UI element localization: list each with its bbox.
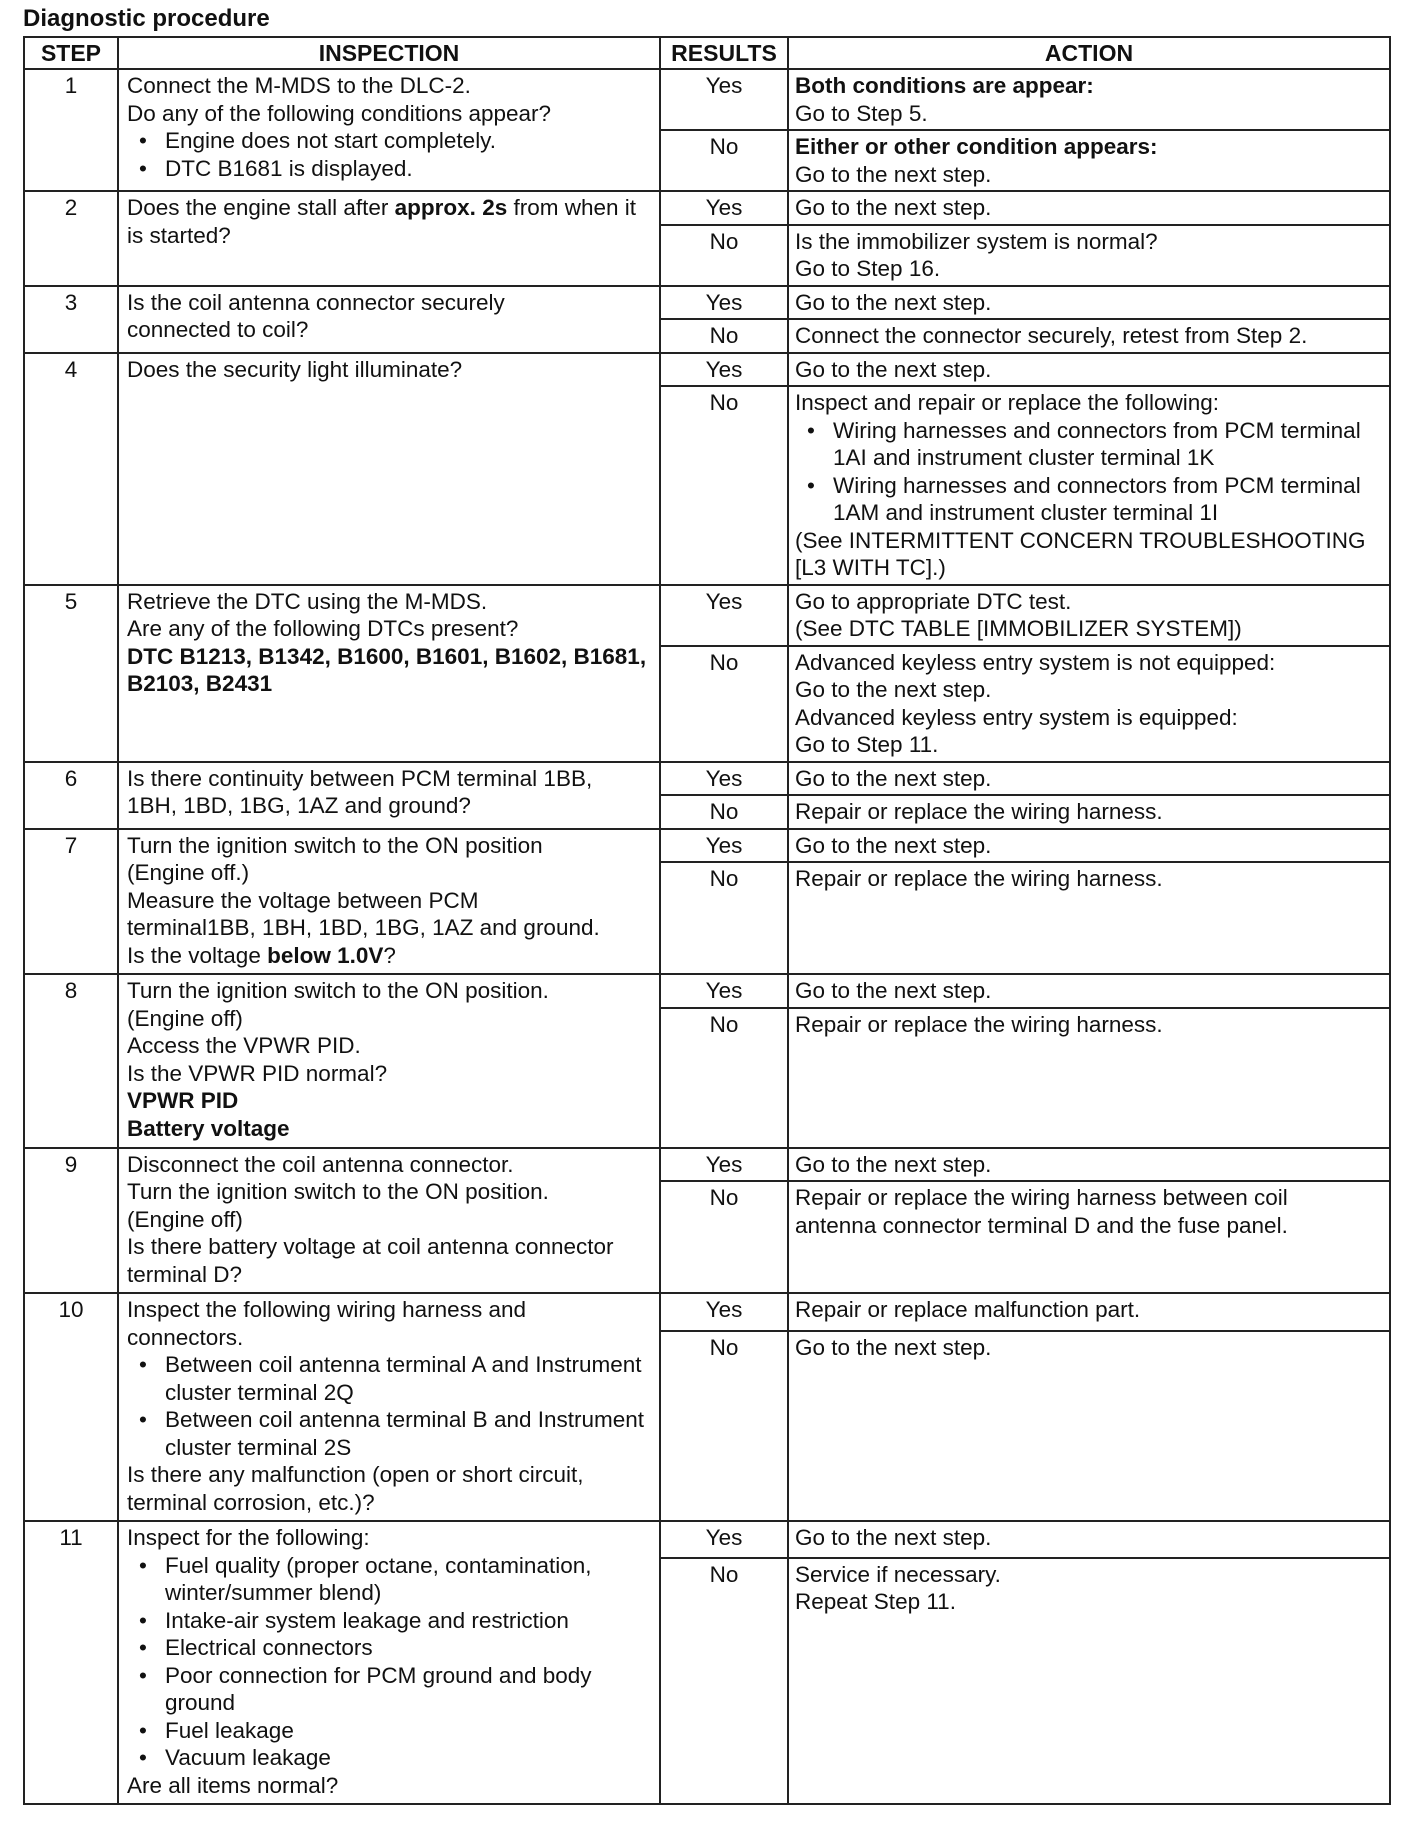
result-yes: Yes — [660, 974, 788, 1008]
result-no: No — [660, 1331, 788, 1521]
step-3-no-action — [788, 319, 1390, 353]
inspection-line: Is the VPWR PID normal? — [127, 1060, 388, 1086]
step-10-no-action — [788, 1331, 1390, 1521]
inspect-item: • Electrical connectors — [137, 1634, 651, 1662]
action-line: Go to the next step. — [795, 289, 992, 315]
action-heading: Both conditions are appear: — [795, 73, 1094, 98]
step-number: 11 — [24, 1521, 118, 1804]
inspection-text: Does the engine stall after — [127, 195, 395, 220]
inspection-text: from when it is started? — [127, 195, 637, 248]
action-line: Repeat Step 11. — [795, 1589, 956, 1615]
inspection-line: Disconnect the coil antenna connector. — [127, 1151, 514, 1177]
inspection-line: Inspect for the following: — [127, 1525, 370, 1550]
inspection-line: Turn the ignition switch to the ON position. — [127, 1179, 549, 1204]
condition-list — [127, 127, 651, 182]
action-line: Go to the next step. — [795, 765, 992, 791]
step-number: 10 — [24, 1293, 118, 1521]
inspection-line: Does the security light illuminate? — [127, 356, 463, 382]
result-no: No — [660, 225, 788, 286]
repair-list — [795, 417, 1383, 527]
step-1-yes-action — [788, 69, 1390, 130]
action-heading: Either or other condition appears: — [795, 134, 1158, 159]
inspection-line: 1BH, 1BD, 1BG, 1AZ and ground? — [127, 793, 471, 818]
action-line: Advanced keyless entry system is not equipped: — [795, 649, 1276, 675]
action-line: Go to appropriate DTC test. — [795, 588, 1072, 614]
step-11-yes-action — [788, 1521, 1390, 1558]
inspect-item: • Intake-air system leakage and restriction — [137, 1607, 651, 1635]
step-10-inspection — [118, 1293, 660, 1521]
action-line: Go to the next step. — [795, 356, 992, 382]
action-line: Go to the next step. — [795, 677, 992, 702]
harness-item: • Between coil antenna terminal A and Instrument cluster terminal 2Q — [137, 1351, 651, 1406]
step-number: 7 — [24, 829, 118, 975]
step-11-yes-row — [24, 1521, 1390, 1558]
action-line: Go to Step 11. — [795, 732, 939, 757]
pid-spec: Battery voltage — [127, 1115, 290, 1141]
dtc-list: DTC B1213, B1342, B1600, B1601, B1602, B1681, B2103, B2431 — [127, 643, 647, 696]
inspection-line: terminal corrosion, etc.)? — [127, 1489, 375, 1515]
inspect-list — [127, 1552, 651, 1772]
step-number: 8 — [24, 974, 118, 1148]
inspect-item: • Poor connection for PCM ground and body ground — [137, 1662, 651, 1717]
step-8-yes-action — [788, 974, 1390, 1008]
step-number: 3 — [24, 286, 118, 353]
step-4-no-action — [788, 386, 1390, 585]
inspection-line: Measure the voltage between PCM — [127, 887, 479, 913]
inspection-line: terminal1BB, 1BH, 1BD, 1BG, 1AZ and ground. — [127, 915, 600, 940]
step-9-yes-row — [24, 1148, 1390, 1182]
action-line: Go to the next step. — [795, 161, 992, 187]
action-line: Go to the next step. — [795, 1334, 992, 1360]
action-line: Repair or replace the wiring harness. — [795, 866, 1163, 891]
header-inspection: INSPECTION — [118, 37, 660, 69]
result-no: No — [660, 862, 788, 974]
step-5-inspection — [118, 585, 660, 762]
step-3-inspection — [118, 286, 660, 353]
inspection-line: Is there any malfunction (open or short circuit, — [127, 1462, 584, 1487]
step-2-no-action — [788, 225, 1390, 286]
action-line: (See DTC TABLE [IMMOBILIZER SYSTEM]) — [795, 616, 1242, 641]
result-no: No — [660, 1008, 788, 1148]
step-3-yes-row — [24, 286, 1390, 320]
pid-name: VPWR PID — [127, 1088, 239, 1113]
result-yes: Yes — [660, 1293, 788, 1331]
step-6-yes-row — [24, 762, 1390, 796]
inspect-item: • Vacuum leakage — [137, 1744, 651, 1772]
result-yes: Yes — [660, 1148, 788, 1182]
step-7-inspection — [118, 829, 660, 975]
repair-item: • Wiring harnesses and connectors from PCM terminal 1AM and instrument cluster terminal 1I — [805, 472, 1383, 527]
inspection-line: Access the VPWR PID. — [127, 1033, 361, 1058]
inspection-line: Do any of the following conditions appear? — [127, 100, 552, 126]
harness-item: • Between coil antenna terminal B and Instrument cluster terminal 2S — [137, 1406, 651, 1461]
step-5-yes-action — [788, 585, 1390, 646]
step-2-yes-action — [788, 191, 1390, 225]
step-4-yes-action — [788, 353, 1390, 387]
inspection-text: Is the voltage — [127, 942, 268, 968]
inspection-line: connected to coil? — [127, 317, 309, 342]
header-action: ACTION — [788, 37, 1390, 69]
action-line: Repair or replace the wiring harness between coil — [795, 1185, 1288, 1210]
step-number: 9 — [24, 1148, 118, 1294]
inspection-line: (Engine off.) — [127, 860, 250, 885]
step-number: 1 — [24, 69, 118, 191]
step-7-yes-row — [24, 829, 1390, 863]
result-yes: Yes — [660, 762, 788, 796]
step-8-yes-row — [24, 974, 1390, 1008]
step-11-inspection — [118, 1521, 660, 1804]
step-8-no-action — [788, 1008, 1390, 1148]
step-5-yes-row — [24, 585, 1390, 646]
inspection-line: terminal D? — [127, 1261, 243, 1287]
step-11-no-action — [788, 1558, 1390, 1804]
condition-item: • DTC B1681 is displayed. — [137, 155, 651, 183]
inspection-line: Is there battery voltage at coil antenna connector — [127, 1234, 614, 1259]
step-8-inspection — [118, 974, 660, 1148]
inspection-line: (Engine off) — [127, 1206, 243, 1232]
diagnostic-table — [23, 36, 1391, 1805]
action-line: Go to the next step. — [795, 978, 992, 1003]
result-yes: Yes — [660, 1521, 788, 1558]
step-6-inspection — [118, 762, 660, 829]
action-line: Connect the connector securely, retest from Step 2. — [795, 323, 1308, 348]
step-7-no-action — [788, 862, 1390, 974]
step-1-inspection — [118, 69, 660, 191]
result-no: No — [660, 1181, 788, 1293]
action-line: (See INTERMITTENT CONCERN TROUBLESHOOTING [L3 WITH TC].) — [795, 527, 1366, 580]
result-no: No — [660, 646, 788, 762]
result-yes: Yes — [660, 585, 788, 646]
inspection-emphasis: approx. 2s — [394, 195, 508, 220]
action-line: Inspect and repair or replace the following: — [795, 390, 1219, 415]
action-line: Go to Step 5. — [795, 100, 928, 126]
inspection-line: Are all items normal? — [127, 1772, 339, 1798]
step-6-yes-action — [788, 762, 1390, 796]
action-line: Service if necessary. — [795, 1561, 1001, 1587]
inspection-line: Connect the M-MDS to the DLC-2. — [127, 73, 471, 98]
step-2-inspection — [118, 191, 660, 286]
step-3-yes-action — [788, 286, 1390, 320]
step-number: 4 — [24, 353, 118, 585]
step-1-no-action — [788, 130, 1390, 191]
step-4-inspection — [118, 353, 660, 585]
result-yes: Yes — [660, 191, 788, 225]
condition-item: • Engine does not start completely. — [137, 127, 651, 155]
inspect-item: • Fuel quality (proper octane, contamination, winter/summer blend) — [137, 1552, 651, 1607]
action-line: Advanced keyless entry system is equipped: — [795, 704, 1238, 730]
step-7-yes-action — [788, 829, 1390, 863]
action-line: Go to the next step. — [795, 832, 992, 858]
step-9-inspection — [118, 1148, 660, 1294]
action-line: antenna connector terminal D and the fuse panel. — [795, 1212, 1288, 1238]
step-9-yes-action — [788, 1148, 1390, 1182]
inspection-line: (Engine off) — [127, 1005, 243, 1031]
step-2-yes-row — [24, 191, 1390, 225]
action-line: Go to Step 16. — [795, 256, 941, 281]
result-yes: Yes — [660, 69, 788, 130]
header-results: RESULTS — [660, 37, 788, 69]
step-6-no-action — [788, 795, 1390, 829]
step-10-yes-action — [788, 1293, 1390, 1331]
inspection-line: Inspect the following wiring harness and — [127, 1297, 526, 1322]
harness-list — [127, 1351, 651, 1461]
step-number: 6 — [24, 762, 118, 829]
page-title: Diagnostic procedure — [23, 5, 270, 32]
inspection-line: Turn the ignition switch to the ON position — [127, 832, 543, 858]
action-line: Go to the next step. — [795, 195, 992, 220]
inspection-line: Turn the ignition switch to the ON position. — [127, 978, 549, 1003]
inspection-line: connectors. — [127, 1324, 244, 1350]
action-line: Repair or replace the wiring harness. — [795, 1011, 1163, 1037]
inspect-item: • Fuel leakage — [137, 1717, 651, 1745]
inspection-emphasis: below 1.0V — [267, 942, 384, 968]
result-no: No — [660, 130, 788, 191]
step-10-yes-row — [24, 1293, 1390, 1331]
action-line: Is the immobilizer system is normal? — [795, 228, 1158, 254]
inspection-line: Are any of the following DTCs present? — [127, 616, 519, 641]
action-line: Repair or replace the wiring harness. — [795, 799, 1163, 824]
step-5-no-action — [788, 646, 1390, 762]
inspection-question — [127, 942, 651, 970]
step-4-yes-row — [24, 353, 1390, 387]
inspection-line: Is there continuity between PCM terminal 1BB, — [127, 765, 593, 791]
action-line: Go to the next step. — [795, 1151, 992, 1177]
result-no: No — [660, 1558, 788, 1804]
result-no: No — [660, 319, 788, 353]
result-yes: Yes — [660, 829, 788, 863]
step-9-no-action — [788, 1181, 1390, 1293]
inspection-line: Is the coil antenna connector securely — [127, 289, 505, 315]
step-1-yes-row — [24, 69, 1390, 130]
header-step: STEP — [24, 37, 118, 69]
action-line: Go to the next step. — [795, 1525, 992, 1550]
step-number: 5 — [24, 585, 118, 762]
inspection-text: ? — [383, 942, 396, 968]
step-number: 2 — [24, 191, 118, 286]
result-no: No — [660, 386, 788, 585]
header-row — [24, 37, 1390, 69]
repair-item: • Wiring harnesses and connectors from PCM terminal 1AI and instrument cluster terminal 1K — [805, 417, 1383, 472]
result-no: No — [660, 795, 788, 829]
result-yes: Yes — [660, 286, 788, 320]
result-yes: Yes — [660, 353, 788, 387]
action-line: Repair or replace malfunction part. — [795, 1297, 1141, 1322]
inspection-line: Retrieve the DTC using the M-MDS. — [127, 588, 488, 614]
